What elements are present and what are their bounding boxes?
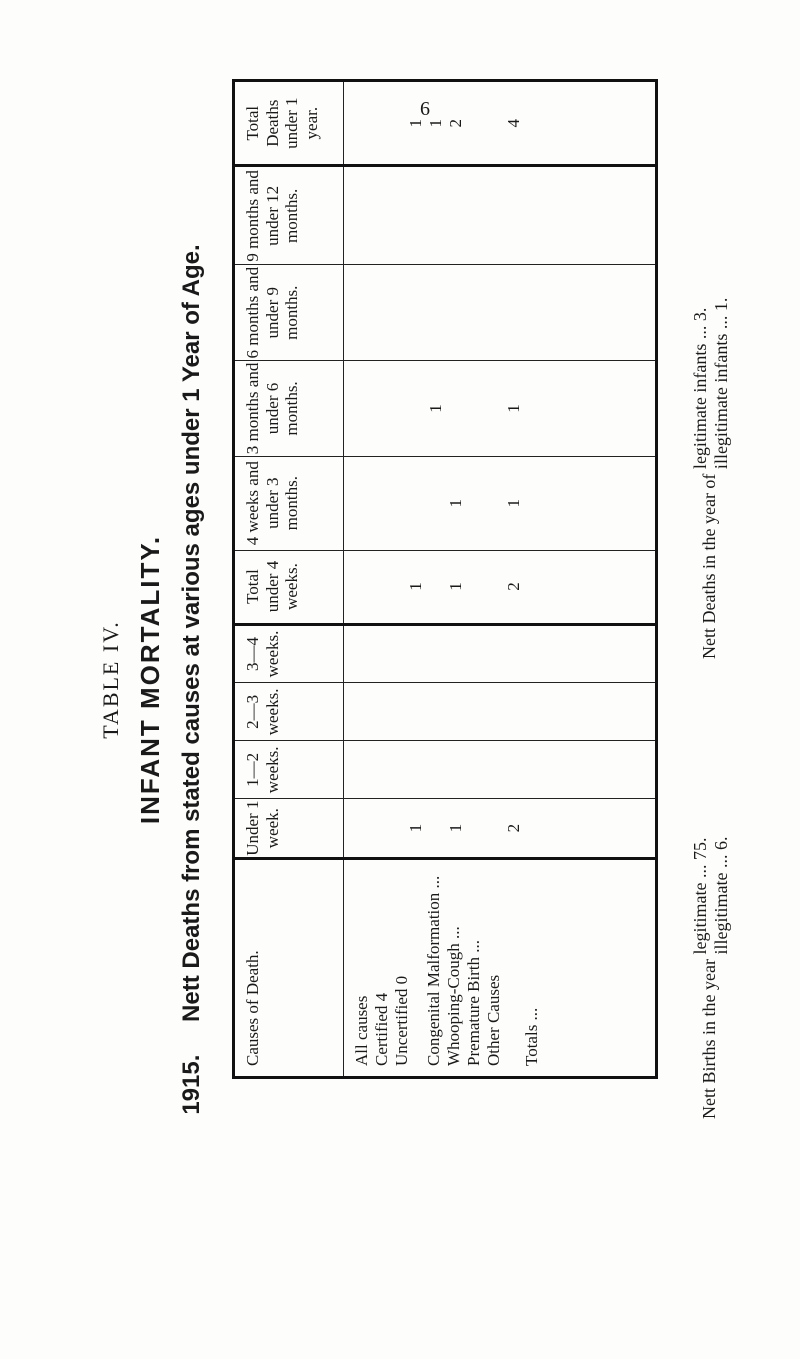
data-col bbox=[344, 799, 657, 859]
cell-value bbox=[446, 167, 466, 264]
table-row bbox=[344, 81, 657, 1078]
cell-value: 1 bbox=[406, 118, 425, 128]
cell-value bbox=[466, 457, 486, 550]
data-col bbox=[344, 361, 657, 457]
cell-value bbox=[466, 82, 486, 164]
cell-value bbox=[406, 457, 426, 550]
table-label: TABLE IV. bbox=[98, 620, 123, 739]
cell-value: 1 bbox=[426, 118, 445, 128]
cell-value bbox=[426, 167, 446, 264]
cell-value bbox=[446, 265, 466, 360]
deaths-values bbox=[690, 298, 732, 469]
mortality-table bbox=[232, 79, 658, 1079]
header-col: 6 months and under 9 months. bbox=[234, 265, 344, 361]
cell-value bbox=[446, 741, 466, 798]
cell-value bbox=[466, 167, 486, 264]
header-col: Total Deaths under 1 year. bbox=[234, 81, 344, 166]
data-col bbox=[344, 550, 657, 624]
cell-value bbox=[466, 683, 486, 740]
cell-value bbox=[426, 457, 446, 550]
total-value: 2 bbox=[504, 582, 523, 591]
cell-value bbox=[426, 741, 446, 798]
header-col: Under 1 week. bbox=[234, 799, 344, 859]
cell-value: 1 bbox=[406, 582, 425, 591]
header-col: 9 months and under 12 months. bbox=[234, 166, 344, 265]
subtitle: Nett Deaths from stated causes at various ages under 1 Year of Age. bbox=[178, 244, 205, 1022]
all-causes-label: All causes bbox=[352, 995, 371, 1066]
header-cause: Causes of Death. bbox=[234, 859, 344, 1078]
cell-value bbox=[426, 265, 446, 360]
cell-value: 1 bbox=[406, 823, 425, 833]
data-col bbox=[344, 166, 657, 265]
cause-label: Congenital Malformation ... bbox=[424, 875, 443, 1066]
header-col: 2—3 weeks. bbox=[234, 683, 344, 741]
deaths-summary bbox=[690, 298, 732, 659]
cell-value bbox=[466, 265, 486, 360]
all-causes-cell bbox=[344, 859, 657, 1078]
cell-value bbox=[406, 741, 426, 798]
cause-label: Whooping-Cough ... bbox=[444, 926, 463, 1066]
certified-label: Certified 4 bbox=[372, 992, 391, 1066]
header-col: 3 months and under 6 months. bbox=[234, 361, 344, 457]
uncertified-label: Uncertified 0 bbox=[392, 975, 411, 1066]
header-col: 4 weeks and under 3 months. bbox=[234, 456, 344, 550]
births-lead: Nett Births in the year bbox=[699, 959, 720, 1119]
cell-value bbox=[406, 167, 426, 264]
totals-label: Totals ... bbox=[522, 1007, 541, 1066]
cell-value bbox=[426, 551, 446, 623]
header-col: 3—4 weeks. bbox=[234, 624, 344, 683]
cell-value bbox=[466, 799, 486, 857]
cell-value bbox=[426, 683, 446, 740]
cell-value bbox=[446, 626, 466, 683]
cell-value bbox=[466, 361, 486, 456]
deaths-lead: Nett Deaths in the year of bbox=[699, 473, 720, 659]
cell-value bbox=[426, 799, 446, 857]
page-number: 6 bbox=[420, 98, 430, 120]
cell-value: 1 bbox=[446, 582, 465, 591]
cell-value bbox=[406, 265, 426, 360]
data-col bbox=[344, 624, 657, 683]
total-value: 1 bbox=[504, 498, 523, 508]
cell-value bbox=[406, 683, 426, 740]
births-illegit: illegitimate ... 6. bbox=[711, 836, 731, 955]
cause-label: Premature Birth ... bbox=[464, 939, 483, 1066]
cell-value bbox=[446, 361, 466, 456]
data-col bbox=[344, 741, 657, 799]
year: 1915. bbox=[178, 1054, 205, 1115]
header-col: 1—2 weeks. bbox=[234, 741, 344, 799]
births-values bbox=[690, 837, 732, 955]
data-col bbox=[344, 265, 657, 361]
header-row bbox=[234, 81, 344, 1078]
total-value: 4 bbox=[504, 118, 523, 128]
cell-value: 1 bbox=[446, 498, 465, 508]
cell-value: 2 bbox=[446, 118, 465, 128]
cell-value bbox=[466, 626, 486, 683]
cell-value bbox=[426, 626, 446, 683]
data-col bbox=[344, 456, 657, 550]
births-legit: legitimate ... 75. bbox=[690, 837, 710, 955]
cell-value bbox=[446, 683, 466, 740]
data-col bbox=[344, 683, 657, 741]
subtitle-line bbox=[178, 0, 206, 1359]
data-col bbox=[344, 81, 657, 166]
cell-value: 1 bbox=[426, 404, 445, 413]
cell-value bbox=[466, 551, 486, 623]
births-summary bbox=[690, 837, 732, 1119]
deaths-legit: legitimate infants ... 3. bbox=[690, 307, 710, 470]
cause-list bbox=[424, 860, 542, 1066]
main-title: INFANT MORTALITY. bbox=[135, 534, 165, 825]
cell-value bbox=[466, 741, 486, 798]
cause-label: Other Causes bbox=[484, 974, 503, 1066]
total-value: 2 bbox=[504, 823, 523, 833]
cell-value: 1 bbox=[446, 823, 465, 833]
deaths-illegit: illegitimate infants ... 1. bbox=[711, 297, 731, 470]
total-value: 1 bbox=[504, 404, 523, 413]
cell-value bbox=[406, 626, 426, 683]
cell-value bbox=[406, 361, 426, 456]
header-col: Total under 4 weeks. bbox=[234, 550, 344, 624]
